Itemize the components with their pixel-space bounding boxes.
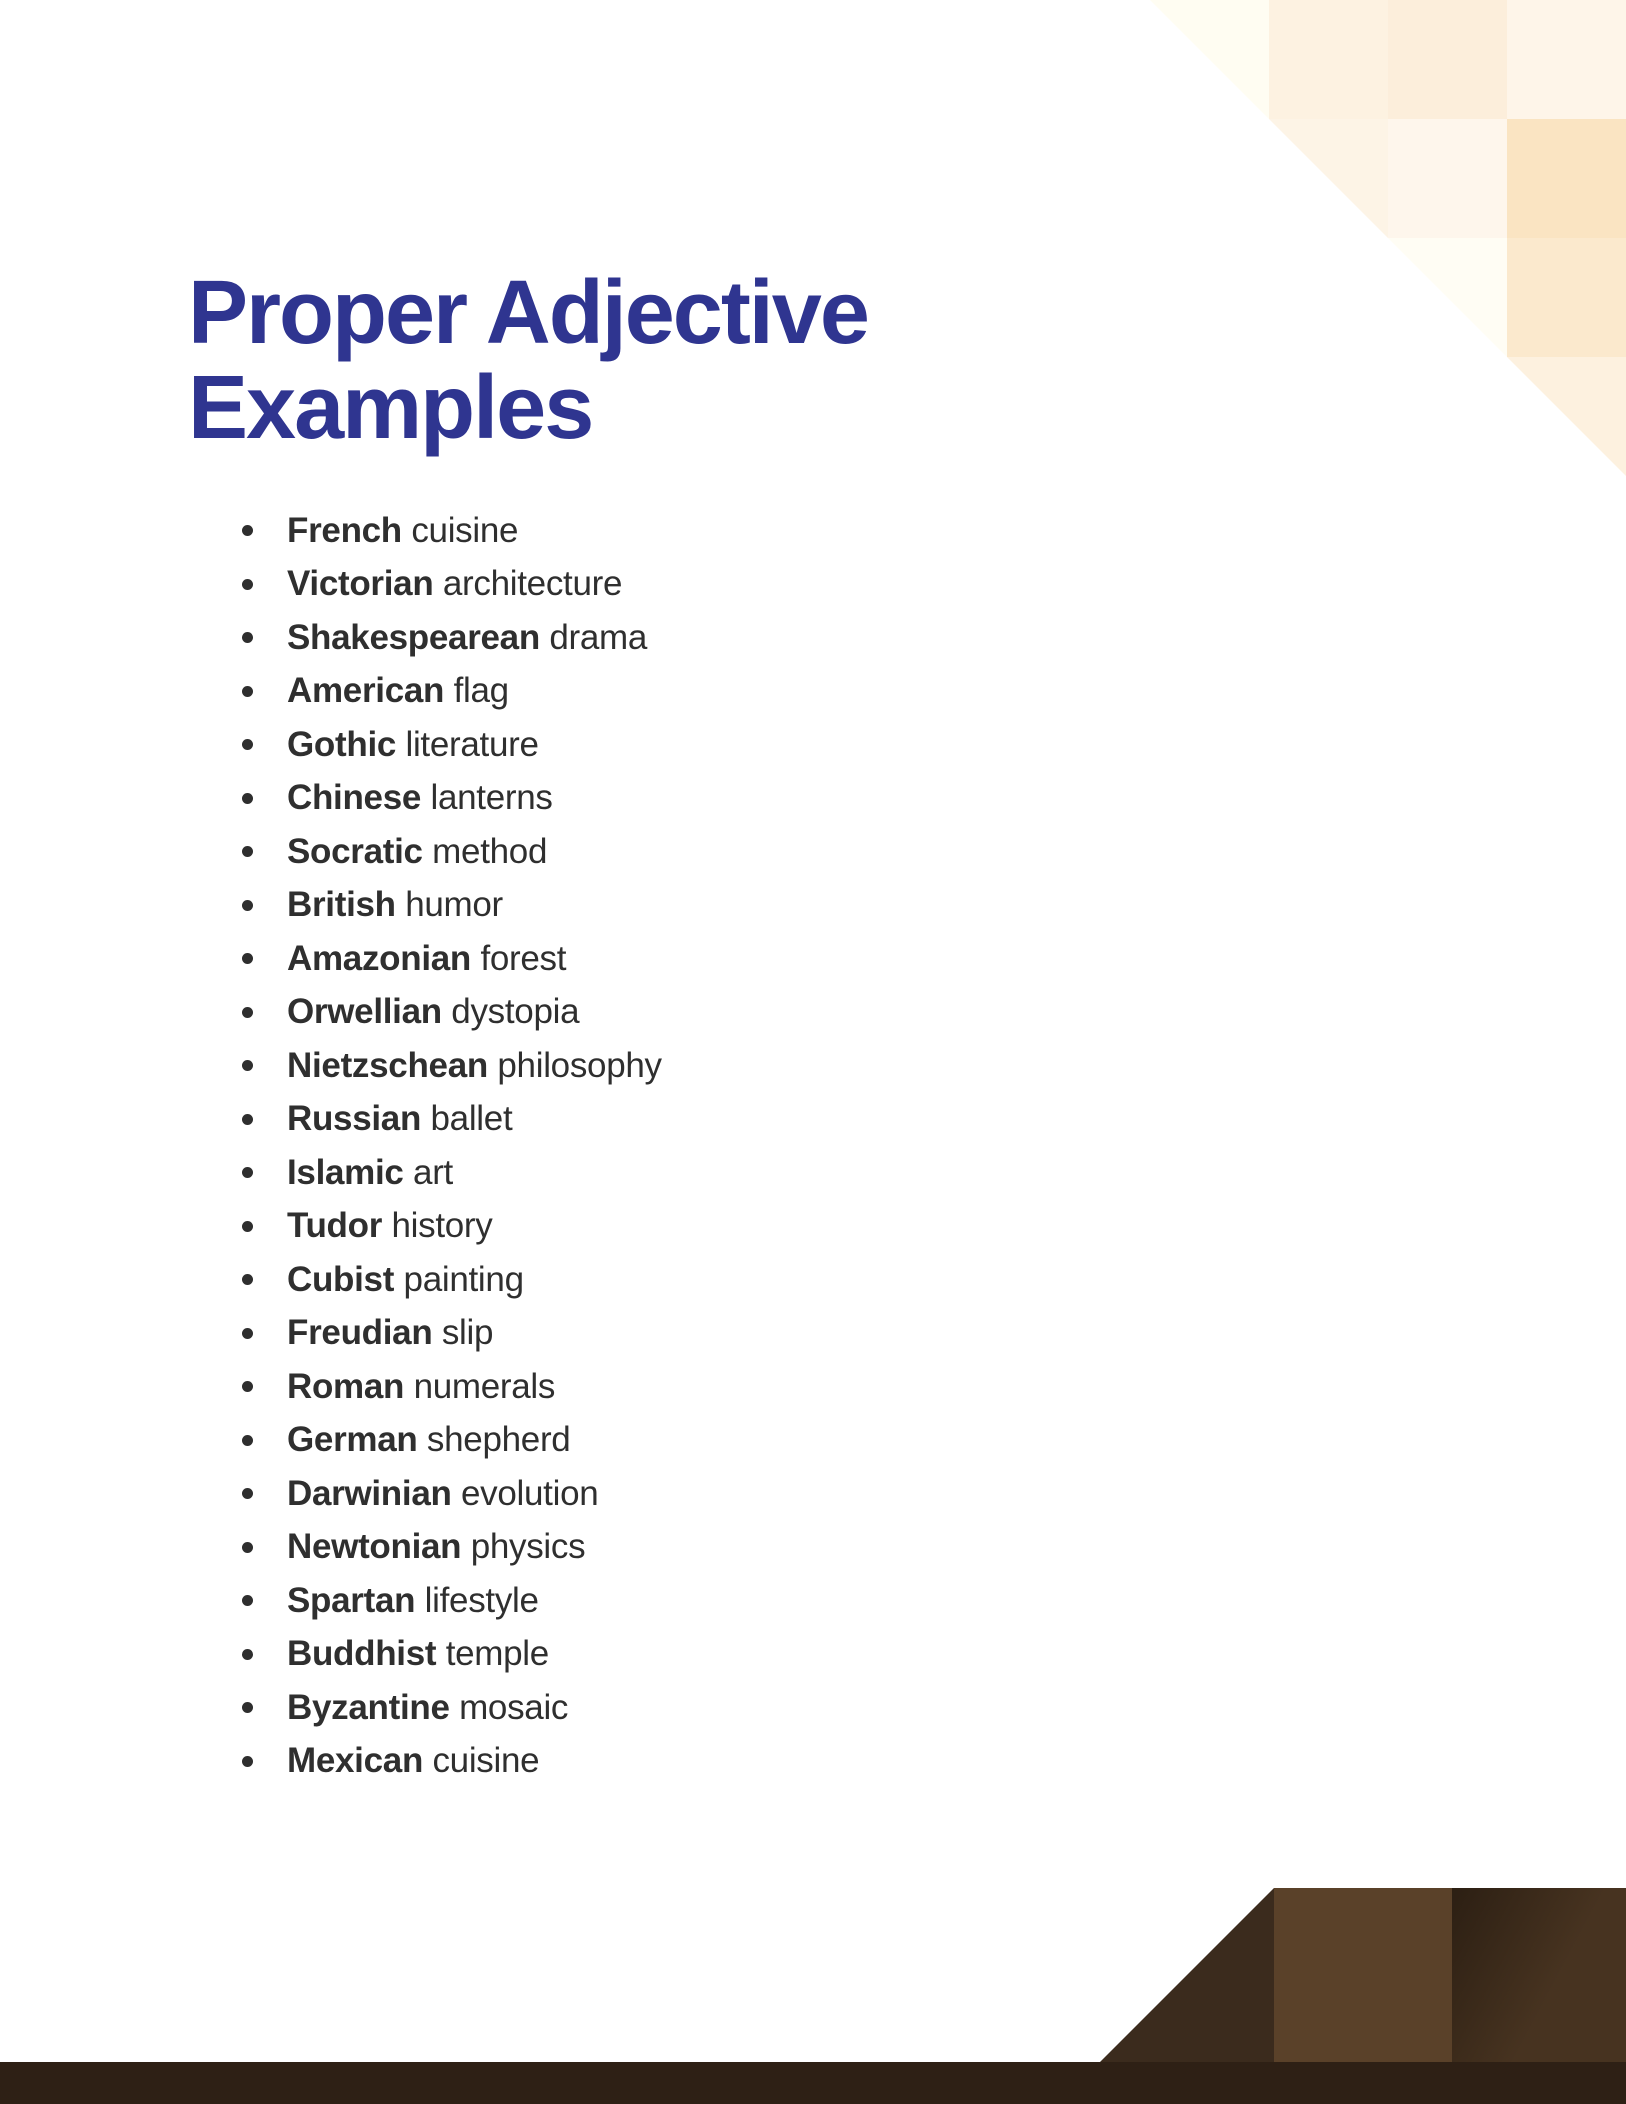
adjective-text: Mexican: [287, 1741, 424, 1781]
bullet-icon: [242, 793, 253, 804]
adjective-text: French: [287, 510, 402, 550]
adjective-text: Islamic: [287, 1152, 404, 1192]
bullet-icon: [242, 1435, 253, 1446]
bullet-icon: [242, 1007, 253, 1018]
adjective-text: Russian: [287, 1099, 422, 1139]
noun-text: evolution: [461, 1473, 599, 1513]
bullet-icon: [242, 1328, 253, 1339]
noun-text: philosophy: [497, 1045, 662, 1085]
pattern-cell: [1150, 238, 1269, 357]
noun-text: shepherd: [426, 1420, 571, 1460]
pattern-cell: [1507, 119, 1626, 238]
bullet-icon: [242, 953, 253, 964]
list-item: [242, 879, 662, 933]
pattern-cell: [1150, 119, 1269, 238]
adjective-text: Darwinian: [287, 1473, 452, 1513]
pattern-cell: [1150, 357, 1269, 476]
adjective-text: British: [287, 885, 396, 925]
noun-text: dystopia: [451, 992, 580, 1032]
list-item: [242, 718, 662, 772]
pattern-cell: [1388, 357, 1507, 476]
page-title: [188, 263, 868, 459]
bullet-icon: [242, 1060, 253, 1071]
adjective-text: Tudor: [287, 1206, 383, 1246]
list-item: [242, 1307, 662, 1361]
adjective-text: Amazonian: [287, 938, 471, 978]
noun-text: temple: [445, 1634, 549, 1674]
bottom-gradient-block: [1452, 1888, 1626, 2062]
bullet-icon: [242, 1167, 253, 1178]
adjective-text: Victorian: [287, 564, 434, 604]
adjective-text: Cubist: [287, 1259, 395, 1299]
pattern-cell: [1269, 238, 1388, 357]
adjective-text: Socratic: [287, 831, 423, 871]
list-item: [242, 1414, 662, 1468]
bullet-icon: [242, 1381, 253, 1392]
pattern-cell: [1269, 119, 1388, 238]
pattern-cell: [1269, 357, 1388, 476]
bottom-ramp-shape: [1100, 1888, 1274, 2062]
adjective-text: Chinese: [287, 778, 422, 818]
adjective-text: American: [287, 671, 445, 711]
adjective-text: Buddhist: [287, 1634, 437, 1674]
list-item: [242, 772, 662, 826]
noun-text: forest: [480, 938, 567, 978]
list-item: [242, 504, 662, 558]
noun-text: ballet: [430, 1099, 513, 1139]
list-item: [242, 558, 662, 612]
list-item: [242, 1681, 662, 1735]
corner-pixel-pattern: [1150, 0, 1626, 476]
noun-text: numerals: [413, 1366, 556, 1406]
pattern-cell: [1507, 0, 1626, 119]
bullet-icon: [242, 900, 253, 911]
pattern-cell: [1388, 119, 1507, 238]
noun-text: history: [391, 1206, 493, 1246]
noun-text: cuisine: [432, 1741, 540, 1781]
noun-text: drama: [549, 617, 648, 657]
noun-text: lifestyle: [424, 1580, 539, 1620]
list-item: [242, 1628, 662, 1682]
noun-text: flag: [453, 671, 509, 711]
bottom-column-shape: [1274, 1888, 1452, 2062]
adjective-text: Gothic: [287, 724, 397, 764]
list-item: [242, 1146, 662, 1200]
adjective-text: Shakespearean: [287, 617, 540, 657]
list-item: [242, 1200, 662, 1254]
noun-text: mosaic: [459, 1687, 569, 1727]
bullet-icon: [242, 1542, 253, 1553]
list-item: [242, 932, 662, 986]
list-item: [242, 1467, 662, 1521]
bullet-icon: [242, 1649, 253, 1660]
noun-text: slip: [441, 1313, 494, 1353]
bullet-icon: [242, 525, 253, 536]
noun-text: cuisine: [411, 510, 519, 550]
noun-text: humor: [405, 885, 503, 925]
adjective-text: Nietzschean: [287, 1045, 488, 1085]
bullet-icon: [242, 739, 253, 750]
list-item: [242, 986, 662, 1040]
adjective-text: Byzantine: [287, 1687, 450, 1727]
list-item: [242, 1521, 662, 1575]
list-item: [242, 665, 662, 719]
page-title-line1: Proper Adjective: [188, 263, 868, 363]
list-item: [242, 1093, 662, 1147]
bullet-icon: [242, 1595, 253, 1606]
adjective-text: German: [287, 1420, 418, 1460]
bullet-icon: [242, 846, 253, 857]
noun-text: architecture: [442, 564, 623, 604]
list-item: [242, 611, 662, 665]
bullet-icon: [242, 1488, 253, 1499]
adjective-text: Newtonian: [287, 1527, 462, 1567]
noun-text: painting: [403, 1259, 524, 1299]
bottom-bar: [0, 2062, 1626, 2104]
noun-text: art: [413, 1152, 453, 1192]
list-item: [242, 1253, 662, 1307]
bullet-icon: [242, 579, 253, 590]
pattern-cell: [1507, 357, 1626, 476]
adjective-text: Freudian: [287, 1313, 433, 1353]
pattern-cell: [1150, 0, 1269, 119]
pattern-cell: [1507, 238, 1626, 357]
bullet-icon: [242, 1756, 253, 1767]
list-item: [242, 1360, 662, 1414]
bullet-icon: [242, 1702, 253, 1713]
pattern-cell: [1388, 0, 1507, 119]
noun-text: literature: [405, 724, 539, 764]
bullet-icon: [242, 1274, 253, 1285]
pattern-cell: [1388, 238, 1507, 357]
list-item: [242, 1039, 662, 1093]
bullet-icon: [242, 1221, 253, 1232]
example-list: [242, 504, 662, 1788]
adjective-text: Spartan: [287, 1580, 416, 1620]
noun-text: lanterns: [430, 778, 553, 818]
noun-text: method: [432, 831, 548, 871]
bullet-icon: [242, 686, 253, 697]
noun-text: physics: [470, 1527, 586, 1567]
adjective-text: Orwellian: [287, 992, 442, 1032]
list-item: [242, 1735, 662, 1789]
pattern-cell: [1269, 0, 1388, 119]
bullet-icon: [242, 1114, 253, 1125]
bullet-icon: [242, 632, 253, 643]
list-item: [242, 825, 662, 879]
page-title-line2: Examples: [188, 358, 593, 459]
list-item: [242, 1574, 662, 1628]
adjective-text: Roman: [287, 1366, 405, 1406]
